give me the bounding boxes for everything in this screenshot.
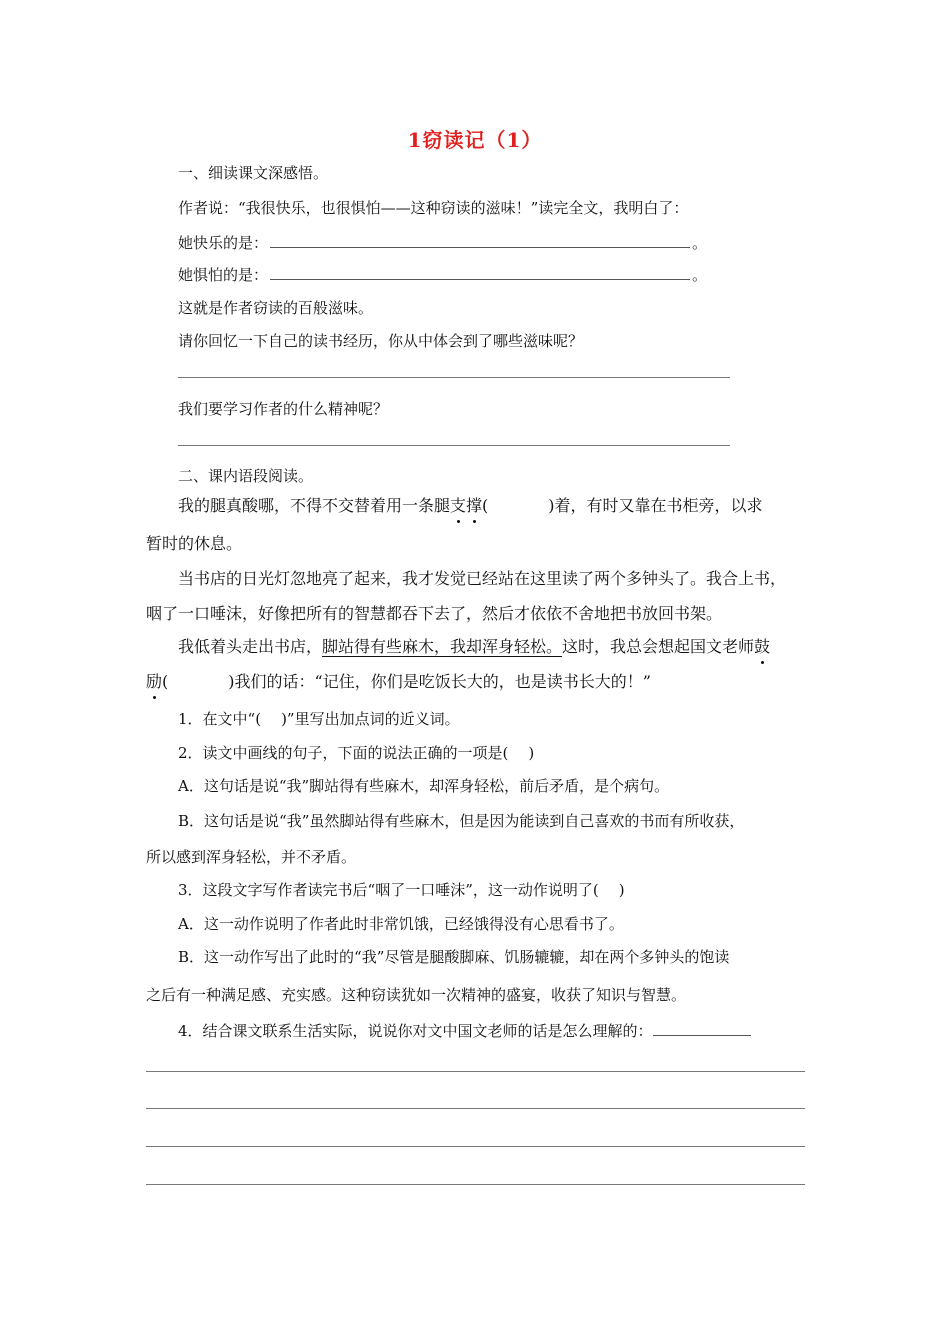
q4-inline-blank[interactable]	[653, 1020, 751, 1036]
underlined-sentence: 脚站得有些麻木，我却浑身轻松。	[322, 637, 563, 656]
paren-open: (	[162, 672, 169, 691]
happy-row	[178, 232, 707, 253]
fear-row	[178, 264, 707, 285]
answer-line-spirit[interactable]	[178, 445, 730, 446]
passage-text: )我们的话：“记住，你们是吃饭长大的，也是读书长大的！”	[228, 672, 651, 691]
dotted-char: 鼓	[754, 637, 771, 656]
fear-answer-blank[interactable]	[270, 264, 690, 280]
passage-p3-line2	[146, 672, 651, 692]
question-text: 4．结合课文联系生活实际，说说你对文中国文老师的话是怎么理解的：	[178, 1022, 653, 1040]
passage-p1-line1	[178, 496, 763, 516]
happy-answer-blank[interactable]	[270, 232, 690, 248]
dotted-char: 励	[146, 672, 163, 691]
question-1	[178, 709, 460, 729]
q2-option-b-line1: B．这句话是说“我”虽然脚站得有些麻木，但是因为能读到自己喜欢的书而有所收获，	[178, 812, 745, 830]
paren-open: (	[482, 496, 489, 515]
question-text: 3．这段文字写作者读完书后“咽了一口唾沫”，这一动作说明了(	[178, 881, 599, 899]
passage-p2-line1: 当书店的日光灯忽地亮了起来，我才发觉已经站在这里读了两个多钟头了。我合上书，	[178, 569, 787, 588]
q4-answer-line[interactable]	[146, 1146, 805, 1147]
dotted-char: 撑	[466, 496, 483, 515]
fear-end-mark: 。	[692, 266, 708, 284]
passage-text: 我低着头走出书店，	[178, 637, 323, 656]
question-text: 2．读文中画线的句子，下面的说法正确的一项是(	[178, 744, 509, 762]
passage-text: )着，有时又靠在书柜旁，以求	[548, 496, 763, 515]
passage-text: 我的腿真酸哪，不得不交替着用一条腿	[178, 496, 451, 515]
question-3	[178, 880, 625, 900]
section1-summary: 这就是作者窃读的百般滋味。	[178, 299, 374, 317]
q4-answer-line[interactable]	[146, 1071, 805, 1072]
fear-label: 她惧怕的是：	[178, 266, 269, 284]
question-4	[178, 1020, 751, 1041]
passage-text: 这时，我总会想起国文老师	[562, 637, 755, 656]
question-recall: 请你回忆一下自己的读书经历，你从中体会到了哪些滋味呢？	[178, 332, 584, 350]
question-text: )”里写出加点词的近义词。	[281, 710, 460, 728]
passage-p3-line1	[178, 637, 770, 657]
page-title: 1窃读记（1）	[407, 128, 543, 152]
question-text: )	[528, 744, 535, 762]
section1-intro: 作者说：“我很快乐，也很惧怕——这种窃读的滋味！”读完全文，我明白了：	[178, 199, 689, 217]
happy-end-mark: 。	[692, 234, 708, 252]
q2-option-a: A．这句话是说“我”脚站得有些麻木，却浑身轻松，前后矛盾，是个病句。	[178, 777, 670, 795]
q3-option-b-line1: B．这一动作写出了此时的“我”尽管是腿酸脚麻、饥肠辘辘，却在两个多钟头的饱读	[178, 948, 730, 966]
q4-answer-line[interactable]	[146, 1184, 805, 1185]
q3-option-b-line2: 之后有一种满足感、充实感。这种窃读犹如一次精神的盛宴，收获了知识与智慧。	[146, 986, 687, 1004]
question-spirit: 我们要学习作者的什么精神呢？	[178, 400, 389, 418]
passage-p2-line2: 咽了一口唾沫，好像把所有的智慧都吞下去了，然后才依依不舍地把书放回书架。	[146, 604, 723, 623]
question-text: )	[618, 881, 625, 899]
q3-option-a: A．这一动作说明了作者此时非常饥饿，已经饿得没有心思看书了。	[178, 915, 624, 933]
question-2	[178, 743, 534, 763]
happy-label: 她快乐的是：	[178, 234, 269, 252]
q4-answer-line[interactable]	[146, 1108, 805, 1109]
answer-line-recall[interactable]	[178, 377, 730, 378]
section1-heading: 一、细读课文深感悟。	[178, 164, 329, 182]
q2-option-b-line2: 所以感到浑身轻松，并不矛盾。	[146, 848, 357, 866]
question-text: 1．在文中“(	[178, 710, 262, 728]
passage-p1-line2: 暂时的休息。	[146, 534, 243, 553]
dotted-char: 支	[450, 496, 467, 515]
section2-heading: 二、课内语段阅读。	[178, 467, 314, 485]
